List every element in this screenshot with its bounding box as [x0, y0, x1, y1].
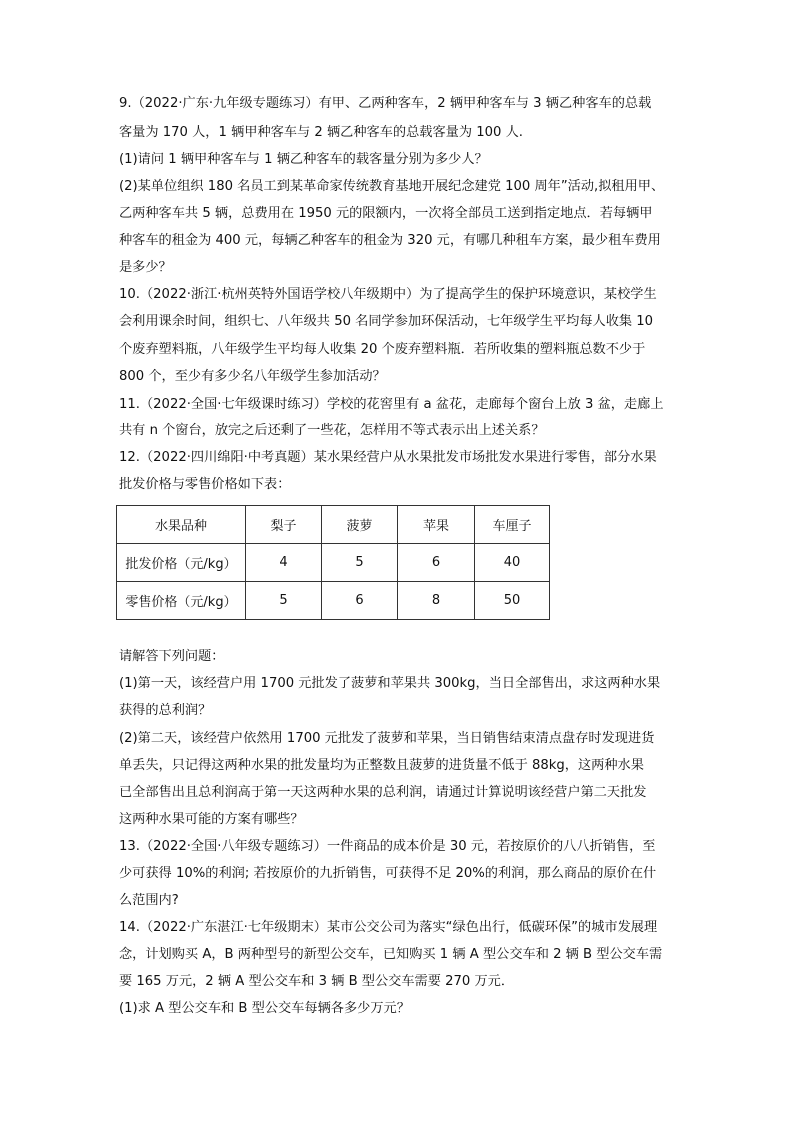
q14-line-3: 要 165 万元，2 辆 A 型公交车和 3 辆 B 型公交车需要 270 万元．: [119, 974, 515, 989]
q13-line-3: 么范围内?: [119, 893, 179, 908]
q10-line-3: 个废弃塑料瓶，八年级学生平均每人收集 20 个废弃塑料瓶．若所收集的塑料瓶总数不少于: [119, 342, 646, 357]
q12-part1-line-1: (1)第一天，该经营户用 1700 元批发了菠萝和苹果共 300kg，当日全部售出，求这两种水果: [119, 676, 661, 691]
q14-line-1: 14.（2022·广东湛江·七年级期末）某市公交公司为落实“绿色出行，低碳环保”的城市发展理: [119, 920, 658, 935]
table-cell: 6: [398, 544, 475, 582]
q14-line-2: 念，计划购买 A，B 两种型号的新型公交车，已知购买 1 辆 A 型公交车和 2 辆 B 型公交车需: [119, 947, 663, 962]
table-row: [117, 582, 550, 620]
table-cell: 50: [475, 582, 550, 620]
q13-line-1: 13.（2022·全国·八年级专题练习）一件商品的成本价是 30 元，若按原价的八八折销售，至: [119, 839, 656, 854]
q9-part2-line-2: 乙两种客车共 5 辆，总费用在 1950 元的限额内，一次将全部员工送到指定地点．若每辆甲: [119, 206, 653, 221]
table-cell: 8: [398, 582, 475, 620]
q9-part2-line-1: (2)某单位组织 180 名员工到某革命家传统教育基地开展纪念建党 100 周年”活动,拟租用甲、: [119, 179, 665, 194]
q9-line-1: 9.（2022·广东·九年级专题练习）有甲、乙两种客车，2 辆甲种客车与 3 辆乙种客车的总载: [119, 96, 652, 111]
q11-line-2: 共有 n 个窗台，放完之后还剩了一些花，怎样用不等式表示出上述关系？: [119, 423, 545, 438]
table-row: [117, 544, 550, 582]
table-cell: 零售价格（元/kg）: [117, 582, 246, 620]
q10-line-1: 10.（2022·浙江·杭州英特外国语学校八年级期中）为了提高学生的保护环境意识，某校学生: [119, 287, 657, 302]
table-cell: 车厘子: [475, 506, 550, 544]
q12-part2-line-3: 已全部售出且总利润高于第一天这两种水果的总利润，请通过计算说明该经营户第二天批发: [119, 785, 647, 800]
q12-line-2: 批发价格与零售价格如下表：: [119, 477, 291, 492]
q12-instructions: 请解答下列问题：: [119, 649, 225, 664]
table-cell: 批发价格（元/kg）: [117, 544, 246, 582]
table-cell: 40: [475, 544, 550, 582]
q10-line-2: 会利用课余时间，组织七、八年级共 50 名同学参加环保活动，七年级学生平均每人收集 10: [119, 314, 654, 329]
q9-part2-line-3: 种客车的租金为 400 元，每辆乙种客车的租金为 320 元，有哪几种租车方案，最少租车费用: [119, 233, 661, 248]
table-cell: 4: [246, 544, 322, 582]
q12-line-1: 12.（2022·四川绵阳·中考真题）某水果经营户从水果批发市场批发水果进行零售，部分水果: [119, 450, 657, 465]
q9-part1: (1)请问 1 辆甲种客车与 1 辆乙种客车的载客量分别为多少人？: [119, 152, 488, 167]
table-cell: 水果品种: [117, 506, 246, 544]
table-cell: 5: [322, 544, 398, 582]
q12-part2-line-2: 单丢失，只记得这两种水果的批发量均为正整数且菠萝的进货量不低于 88kg，这两种水果: [119, 758, 644, 773]
table-header-row: [117, 506, 550, 544]
q11-line-1: 11.（2022·全国·七年级课时练习）学校的花窖里有 a 盆花，走廊每个窗台上放 3 盆，走廊上: [119, 397, 664, 412]
table-cell: 5: [246, 582, 322, 620]
q12-part2-line-1: (2)第二天，该经营户依然用 1700 元批发了菠萝和苹果，当日销售结束清点盘存时发现进货: [119, 731, 655, 746]
q13-line-2: 少可获得 10%的利润; 若按原价的九折销售，可获得不足 20%的利润，那么商品的原价在什: [119, 866, 657, 881]
table-cell: 梨子: [246, 506, 322, 544]
table-cell: 菠萝: [322, 506, 398, 544]
table-cell: 苹果: [398, 506, 475, 544]
q12-part1-line-2: 获得的总利润？: [119, 703, 212, 718]
q9-line-2: 客量为 170 人，1 辆甲种客车与 2 辆乙种客车的总载客量为 100 人.: [119, 125, 523, 140]
q12-part2-line-4: 这两种水果可能的方案有哪些？: [119, 812, 304, 827]
q9-part2-line-4: 是多少？: [119, 260, 172, 275]
q14-part1: (1)求 A 型公交车和 B 型公交车每辆各多少万元？: [119, 1001, 410, 1016]
fruit-price-table: [116, 505, 550, 620]
table-cell: 6: [322, 582, 398, 620]
q10-line-4: 800 个，至少有多少名八年级学生参加活动？: [119, 369, 386, 384]
